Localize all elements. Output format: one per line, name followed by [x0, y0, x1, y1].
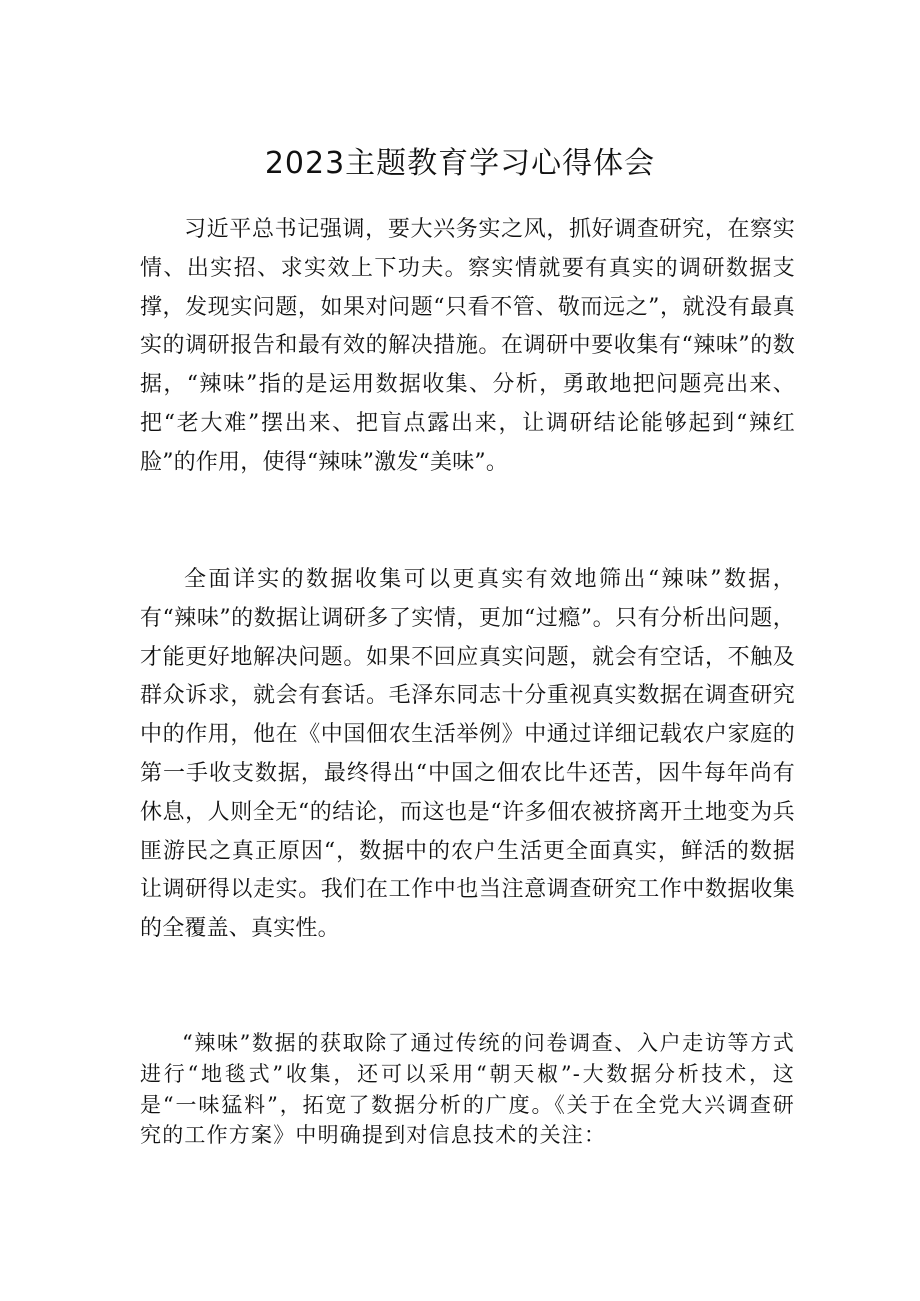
paragraph-3: “辣味”数据的获取除了通过传统的问卷调查、入户走访等方式进行“地毯式”收集，还可以采用“朝天椒”-大数据分析技术，这是“一味猛料”，拓宽了数据分析的广度。《关于在全党大兴调查研究的工作方案》中明确提到对信息技术的关注：: [140, 1031, 795, 1148]
paragraph-2: 全面详实的数据收集可以更真实有效地筛出“辣味”数据，有“辣味”的数据让调研多了实情，更加“过瘾”。只有分析出问题，才能更好地解决问题。如果不回应真实问题，就会有空话，不触及群众诉求，就会有套话。毛泽东同志十分重视真实数据在调查研究中的作用，他在《中国佃农生活举例》中通过详细记载农户家庭的第一手收支数据，最终得出“中国之佃农比牛还苦，因牛每年尚有休息，人则全无“的结论，而这也是“许多佃农被挤离开土地变为兵匪游民之真正原因“，数据中的农户生活更全面真实，鲜活的数据让调研得以走实。我们在工作中也当注意调查研究工作中数据收集的全覆盖、真实性。: [140, 567, 795, 942]
paragraph-1: 习近平总书记强调，要大兴务实之风，抓好调查研究，在察实情、出实招、求实效上下功夫。察实情就要有真实的调研数据支撑，发现实问题，如果对问题“只看不管、敬而远之”，就没有最真实的调研报告和最有效的解决措施。在调研中要收集有“辣味”的数据，“辣味”指的是运用数据收集、分析，勇敢地把问题亮出来、把“老大难”摆出来、把盲点露出来，让调研结论能够起到“辣红脸”的作用，使得“辣味”激发“美味”。: [140, 217, 795, 475]
document-title: 2023主题教育学习心得体会: [264, 146, 656, 181]
